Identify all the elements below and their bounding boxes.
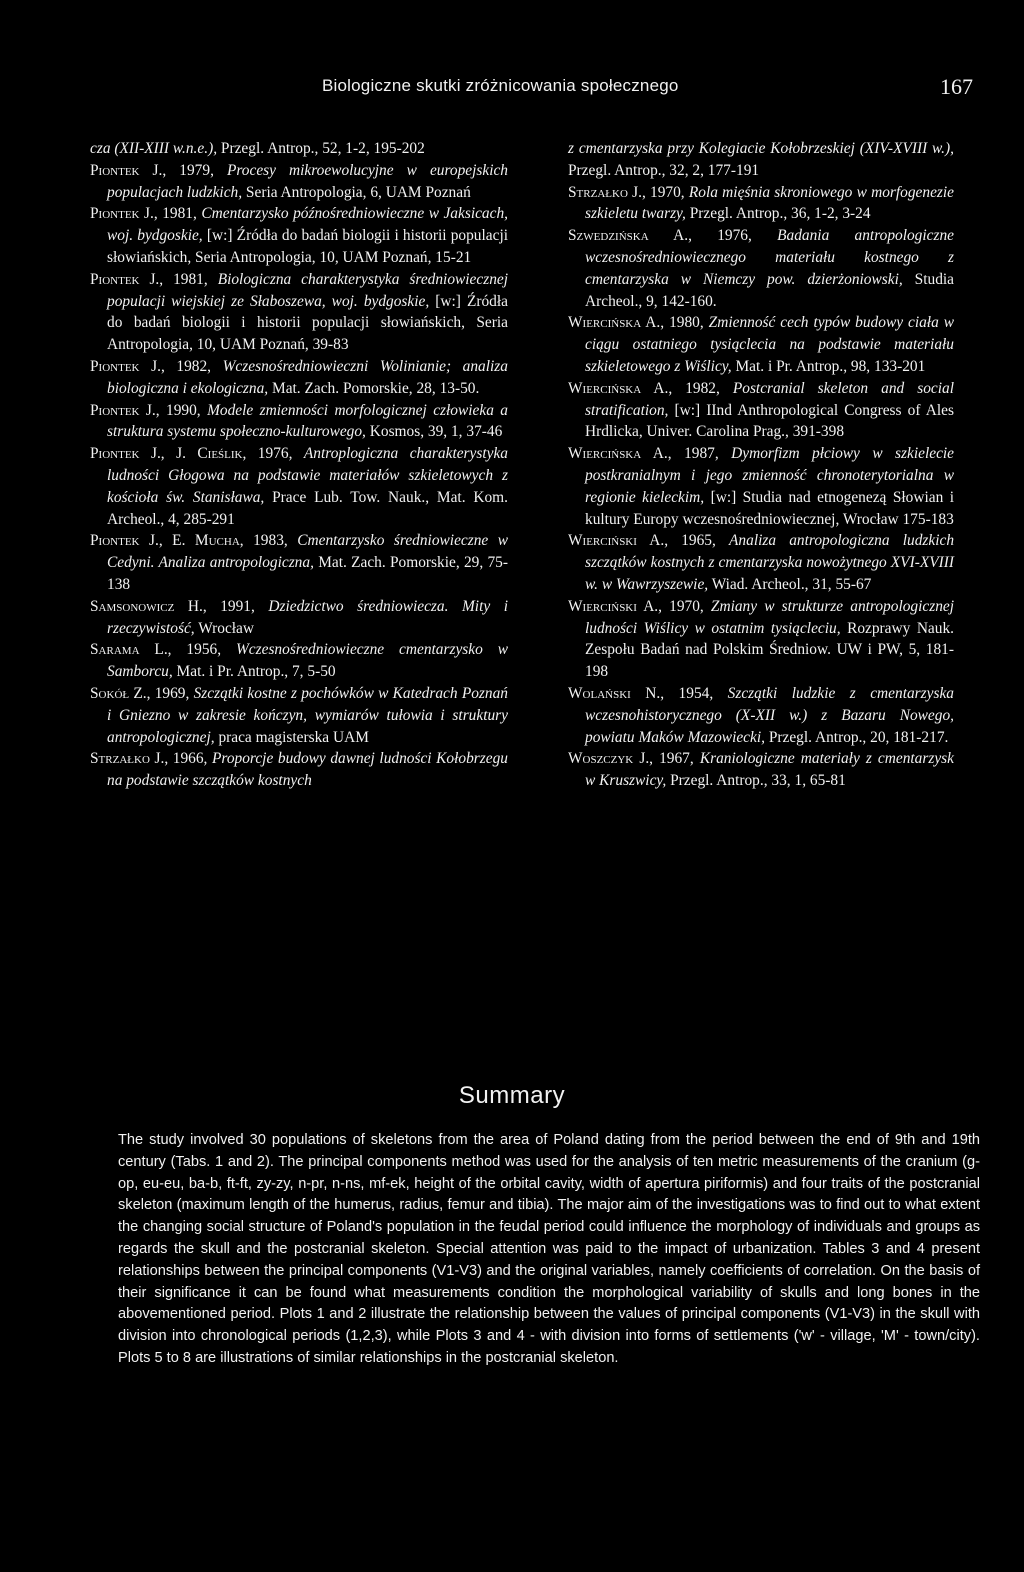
reference-year: , 1979, [162, 161, 227, 179]
references-left-column [90, 138, 508, 792]
reference-details: Przegl. Antrop., 36, 1-2, 3-24 [685, 205, 871, 223]
reference-year: , 1980, [660, 314, 709, 332]
reference-year: , 1983, [239, 532, 298, 550]
reference-author: Strzałko J. [90, 750, 165, 768]
reference-details: [w:] IInd Anthropological Congress of Ales Hrdlicka, Univer. Carolina Prag., 391-398 [585, 401, 954, 441]
page-number: 167 [940, 74, 973, 99]
reference-author: Piontek J., E. Mucha [90, 532, 240, 550]
reference-author: Sokół Z. [90, 684, 147, 702]
reference-author: Piontek J., J. Cieślik [90, 445, 243, 463]
reference-author: Piontek J. [90, 357, 161, 375]
reference-details: Mat. i Pr. Antrop., 7, 5-50 [172, 663, 336, 681]
reference-year: , 1981, [153, 205, 202, 223]
reference-year: , 1967, [649, 750, 700, 768]
reference-entry [90, 269, 508, 356]
reference-year: , 1991, [202, 597, 269, 615]
reference-entry [90, 138, 508, 160]
reference-details: Przegl. Antrop., 32, 2, 177-191 [568, 161, 760, 179]
reference-author: Piontek J. [90, 401, 156, 419]
reference-author: Wierciński A. [568, 597, 659, 615]
reference-title: Antroplogiczna charakterystyka ludności Głogowa na podstawie materiałów szkieletowych z kościoła św. Stanisława, [107, 445, 508, 506]
reference-year: , 1970, [658, 597, 711, 615]
reference-details: [w:] Źródła do badań biologii i historii populacji słowiańskich, Seria Antropologia, 10, UAM Poznań, 15-21 [107, 227, 508, 266]
reference-year: , 1956, [167, 641, 236, 659]
reference-title: Wczesnośredniowieczne cmentarzysko w Samborcu, [107, 641, 508, 681]
reference-author: Samsonowicz H. [90, 597, 203, 615]
reference-details: praca magisterska UAM [214, 728, 369, 746]
reference-author: Piontek J. [90, 205, 154, 223]
reference-year: , 1966, [164, 750, 213, 768]
reference-details: Wiad. Archeol., 31, 55-67 [708, 575, 872, 593]
reference-details: Przegl. Antrop., 33, 1, 65-81 [666, 772, 846, 790]
reference-details: Seria Antropologia, 6, UAM Poznań [242, 183, 471, 201]
reference-details: Prace Lub. Tow. Nauk., Mat. Kom. Archeol., 4, 285-291 [107, 488, 508, 528]
reference-entry [90, 443, 508, 530]
reference-year: , 1982, [160, 357, 223, 375]
reference-details: Studia Archeol., 9, 142-160. [585, 270, 954, 310]
reference-year: , 1976, [688, 227, 778, 245]
reference-year: , 1970, [641, 183, 689, 201]
reference-entry [90, 748, 508, 792]
reference-details: [w:] Źródła do badań biologii i historii populacji słowiańskich, Seria Antropologia, 10, UAM Poznań, 39-83 [107, 292, 508, 354]
reference-entry [90, 639, 508, 683]
reference-title: Kraniologiczne materiały z cmentarzysk w Kruszwicy, [585, 750, 955, 790]
reference-author: Woszczyk J. [568, 750, 650, 768]
reference-title: Modele zmienności morfologicznej człowieka a struktura systemu społeczno-kulturowego, [107, 401, 508, 441]
reference-details: Mat. Zach. Pomorskie, 28, 13-50. [268, 379, 480, 397]
reference-title: Biologiczna charakterystyka średniowiecznej populacji wiejskiej ze Słaboszewa, woj. bydgoskie, [107, 270, 509, 310]
reference-entry [568, 182, 954, 226]
reference-entry [568, 378, 954, 443]
reference-entry [90, 203, 508, 268]
reference-author: Wiercińska A. [568, 445, 668, 463]
running-title: Biologiczne skutki zróżnicowania społecznego [322, 76, 679, 95]
reference-entry [568, 530, 954, 595]
reference-title: Cmentarzysko średniowieczne w Cedyni. Analiza antropologiczna, [107, 532, 509, 572]
reference-entry [90, 400, 508, 444]
reference-title: Rola mięśnia skroniowego w morfogenezie szkieletu twarzy, [585, 183, 955, 223]
page-header [0, 74, 1024, 104]
reference-title: Proporcje budowy dawnej ludności Kołobrzegu na podstawie szczątków kostnych [107, 750, 508, 790]
reference-author: Wiercińska A. [568, 379, 669, 397]
reference-title: Analiza antropologiczna ludzkich szczątków kostnych z cmentarzyska nowożytnego XVI-XVIII w. w Wawrzyszewie, [585, 532, 955, 593]
reference-author: Wolański N. [568, 684, 661, 702]
reference-author: Wiercińska A. [568, 314, 661, 332]
reference-title: Badania antropologiczne wczesnośredniowiecznego materiału kostnego z cmentarzyska w Niemczy pow. dzierżoniowski, [585, 227, 955, 288]
reference-entry [90, 160, 508, 204]
reference-details: Mat. i Pr. Antrop., 98, 133-201 [731, 357, 926, 375]
reference-entry [90, 596, 508, 640]
reference-year: , 1987, [667, 445, 732, 463]
reference-entry [568, 596, 954, 683]
summary-heading: Summary [458, 1082, 566, 1109]
reference-title: z cmentarzyska przy Kolegiacie Kołobrzeskiej (XIV-XVIII w.), [568, 140, 954, 157]
reference-year: , 1990, [155, 401, 208, 419]
reference-title: Cmentarzysko późnośredniowieczne w Jaksicach, woj. bydgoskie, [107, 205, 509, 245]
reference-author: Piontek J. [90, 161, 163, 179]
reference-details: Rozprawy Nauk. Zespołu Badań nad Polskim Średniow. UW i PW, 5, 181-198 [585, 619, 955, 681]
reference-author: Wierciński A. [568, 532, 665, 550]
reference-entry [568, 443, 954, 530]
reference-author: Sarama L. [90, 641, 168, 659]
reference-details: Przegl. Antrop., 52, 1-2, 195-202 [217, 140, 425, 157]
reference-title: Procesy mikroewolucyjne w europejskich populacjach ludzkich, [107, 161, 509, 201]
reference-author: Szwedzińska A. [568, 227, 689, 245]
reference-entry [90, 530, 508, 595]
reference-details: [w:] Studia nad etnogenezą Słowian i kultury Europy wczesnośredniowiecznej, Wrocław 175-183 [585, 488, 954, 528]
reference-entry [568, 683, 954, 748]
references-right-column [568, 138, 954, 792]
summary-paragraph: The study involved 30 populations of skeletons from the area of Poland dating from the period between the end of 9th and 19th century (Tabs. 1 and 2). The principal components method was used for the analysis of ten metric measurements of the cranium (g-op, eu-eu, ba-b, ft-ft, zy-zy, n-pr, n-ns, mf-ek, height of the orbital cavity, width of apertura piriformis) and four traits of the postcranial skeleton (maximum length of the humerus, radius, femur and tibia). The major aim of the investigations was to find out to what extent the changing social structure of Poland's population in the feudal period could influence the morphology of individuals and groups as regards the skull and the postcranial skeleton. Special attention was paid to the impact of urbanization. Tables 3 and 4 present relationships between the principal components (V1-V3) and the original variables, namely coefficients of correlation. On the basis of their significance it can be found what measurements condition the morphological variability of skulls and long bones in the abovementioned period. Plots 1 and 2 illustrate the relationship between the values of principal components (V1-V3) in the skull with division into chronological periods (1,2,3), while Plots 3 and 4 - with division into forms of settlements ('w' - village, 'M' - town/city). Plots 5 to 8 are illustrations of similar relationships in the postcranial skeleton. [118, 1132, 980, 1366]
reference-details: Kosmos, 39, 1, 37-46 [365, 423, 503, 441]
reference-title: Dymorfizm płciowy w szkielecie postkranialnym i jego zmienność chronoterytorialna w regionie kieleckim, [585, 445, 955, 506]
reference-entry [568, 312, 954, 377]
reference-year: , 1965, [664, 532, 730, 550]
reference-title: Szczątki ludzkie z cmentarzyska wczesnohistorycznego (X-XII w.) z Bazaru Nowego, powiatu Maków Mazowiecki, [585, 684, 954, 746]
reference-details: Mat. Zach. Pomorskie, 29, 75-138 [107, 554, 508, 593]
reference-title: Postcranial skeleton and social stratification, [585, 379, 954, 419]
reference-year: , 1982, [668, 379, 733, 397]
reference-entry [568, 138, 954, 182]
reference-entry [90, 683, 508, 748]
reference-author: Strzałko J. [568, 183, 642, 201]
reference-entry [568, 225, 954, 312]
reference-title: Dziedzictwo średniowiecza. Mity i rzeczywistość, [107, 597, 508, 637]
reference-author: Piontek J. [90, 270, 160, 288]
reference-entry [90, 356, 508, 400]
reference-year: , 1954, [660, 684, 728, 702]
reference-year: , 1981, [159, 270, 218, 288]
reference-year: , 1976, [242, 445, 304, 463]
reference-title: Szczątki kostne z pochówków w Katedrach Poznań i Gniezno w zakresie kończyn, wymiarów tułowia i struktury antropologicznej, [107, 684, 509, 746]
reference-year: , 1969, [146, 684, 194, 702]
reference-title: cza (XII-XIII w.n.e.), [90, 140, 218, 157]
reference-title: Wczesnośredniowieczni Wolinianie; analiza biologiczna i ekologiczna, [107, 357, 508, 397]
reference-entry [568, 748, 954, 792]
reference-title: Zmiany w strukturze antropologicznej ludności Wiślicy w ostatnim tysiącleciu, [585, 597, 955, 637]
reference-details: Wrocław [194, 619, 254, 637]
reference-details: Przegl. Antrop., 20, 181-217. [764, 728, 949, 746]
reference-title: Zmienność cech typów budowy ciała w ciągu ostatniego tysiąclecia na podstawie materiału szkieletowego z Wiślicy, [585, 314, 954, 375]
